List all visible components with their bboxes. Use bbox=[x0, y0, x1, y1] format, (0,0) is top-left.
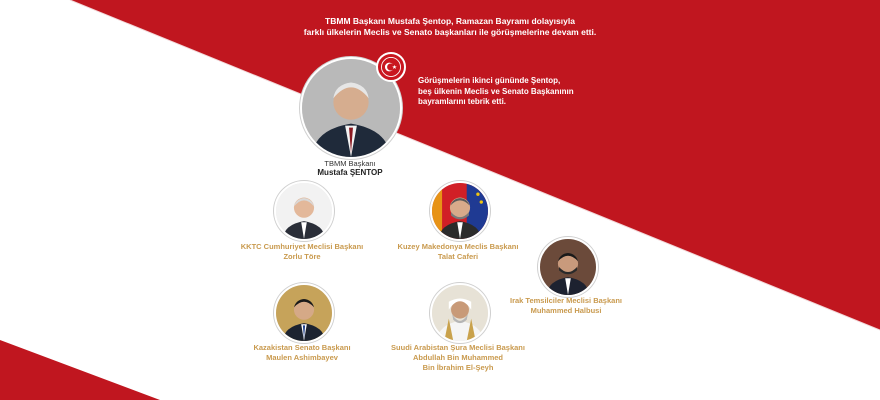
person-avatar-north-macedonia bbox=[430, 181, 490, 241]
person-avatar-iraq bbox=[538, 237, 598, 297]
person-portrait-icon bbox=[432, 285, 488, 341]
person-title: KKTC Cumhuriyet Meclisi Başkanı bbox=[240, 242, 364, 251]
person-avatar-saudi-arabia bbox=[430, 283, 490, 343]
person-avatar-kktc bbox=[274, 181, 334, 241]
person-name: Zorlu Töre bbox=[283, 252, 321, 261]
person-name: Maulen Ashimbayev bbox=[266, 353, 338, 362]
person-label-kktc bbox=[212, 242, 392, 262]
person-portrait-icon bbox=[432, 183, 488, 239]
person-name: Talat Caferi bbox=[437, 252, 479, 261]
headline-line: TBMM Başkanı Mustafa Şentop, Ramazan Bayramı dolayısıyla bbox=[325, 16, 575, 26]
person-title: Suudi Arabistan Şura Meclisi Başkanı bbox=[391, 343, 525, 352]
person-name: Bin İbrahim El-Şeyh bbox=[422, 363, 494, 372]
person-title: Kazakistan Senato Başkanı bbox=[253, 343, 351, 352]
person-label-iraq bbox=[476, 296, 656, 316]
person-title: Kuzey Makedonya Meclis Başkanı bbox=[397, 242, 519, 251]
person-title: Irak Temsilciler Meclisi Başkanı bbox=[509, 296, 622, 305]
person-portrait-icon bbox=[276, 183, 332, 239]
person-name: Abdullah Bin Muhammed bbox=[413, 353, 503, 362]
tbmm-seal-icon bbox=[376, 52, 406, 82]
main-person-role: TBMM Başkanı bbox=[324, 159, 376, 168]
main-person-name: Mustafa ŞENTOP bbox=[317, 168, 383, 177]
headline-line: farklı ülkelerin Meclis ve Senato başkanları ile görüşmelerine devam etti. bbox=[303, 27, 597, 37]
note-line: Görüşmelerin ikinci gününde Şentop, bbox=[418, 76, 561, 85]
person-portrait-icon bbox=[276, 285, 332, 341]
person-label-kazakhstan bbox=[212, 343, 392, 363]
person-label-north-macedonia bbox=[368, 242, 548, 262]
person-label-saudi-arabia bbox=[368, 343, 548, 373]
person-name: Muhammed Halbusi bbox=[530, 306, 602, 315]
summary-note bbox=[418, 76, 618, 108]
note-line: beş ülkenin Meclis ve Senato Başkanının bbox=[418, 86, 574, 96]
person-portrait-icon bbox=[540, 239, 596, 295]
red-corner-shape bbox=[0, 340, 160, 400]
page-headline bbox=[230, 16, 670, 38]
person-avatar-kazakhstan bbox=[274, 283, 334, 343]
note-line: bayramlarını tebrik etti. bbox=[418, 97, 507, 106]
